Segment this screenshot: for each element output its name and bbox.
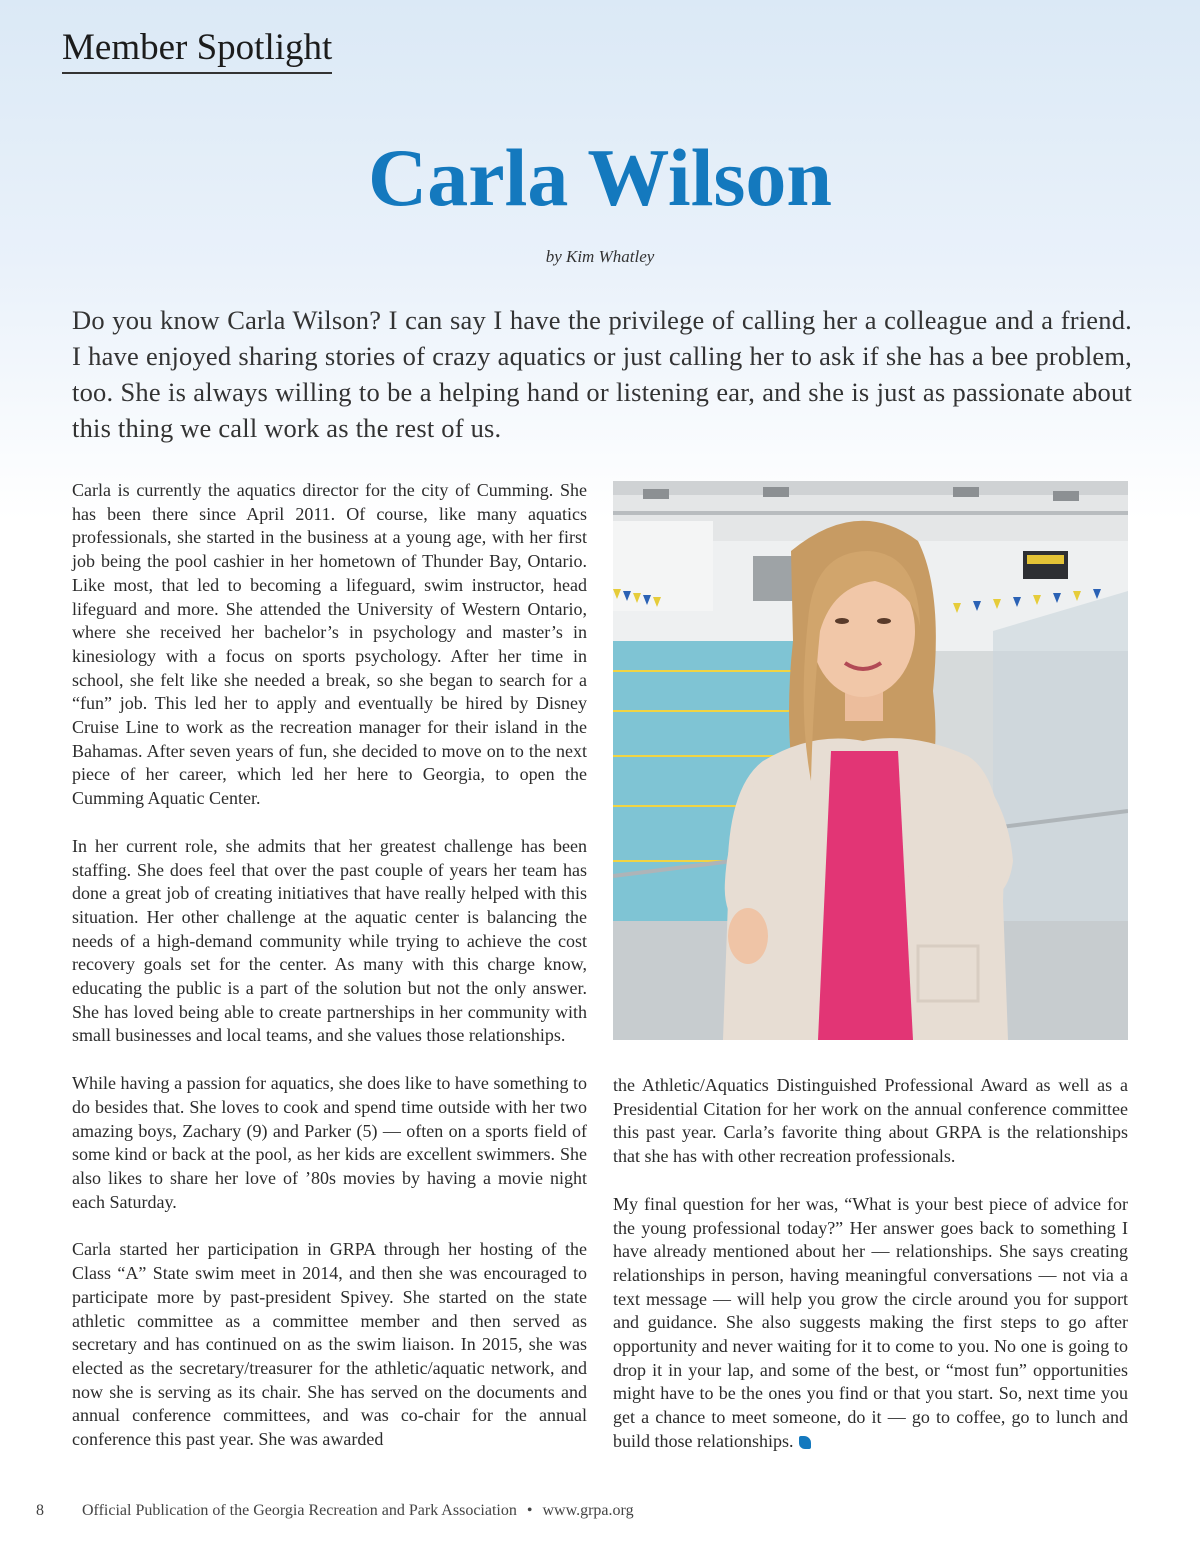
section-label: Member Spotlight (62, 26, 332, 74)
publication-url[interactable]: www.grpa.org (542, 1502, 634, 1519)
article-intro: Do you know Carla Wilson? I can say I have the privilege of calling her a colleague and a friend. I have enjoyed sharing stories of crazy aquatics or just calling her to ask if she has a bee problem, too. She is always willing to be a helping hand or listening ear, and she is just as passionate about this thing we call work as the rest of us. (72, 305, 1132, 443)
page-footer (36, 1502, 1166, 1520)
footer-separator: • (526, 1502, 533, 1519)
end-of-article-icon (799, 1436, 811, 1449)
body-paragraph: Carla started her participation in GRPA through her hosting of the Class “A” State swim meet in 2014, and then she was encouraged to participate more by past-president Spivey. She started on the state athletic committee as a committee member and then served as secretary and has continued on as the swim liaison. In 2015, she was elected as the secretary/treasurer for the athletic/aquatic network, and now she is serving as its chair. She has served on the documents and annual conference committees, and was co-chair for the annual conference this past year. She was awarded (72, 1239, 587, 1450)
body-paragraph (613, 1193, 1128, 1454)
closing-paragraph-text: My final question for her was, “What is your best piece of advice for the young professional today?” Her answer goes back to something I have already mentioned about her — relationships. She says creating relationships in person, having meaningful conversations — not via a text message — will help you grow the circle around you for support and guidance. She also suggests making the first steps to go after opportunity and never waiting for it to come to you. No one is going to drop it in your lap, and some of the best, or “most fun” opportunities might have to be the ones you find or that you start. So, next time you get a chance to meet someone, do it — go to coffee, go to lunch and build those relationships. (613, 1193, 1128, 1451)
portrait-photo (613, 481, 1128, 1040)
body-paragraph: In her current role, she admits that her greatest challenge has been staffing. She does feel that over the past couple of years her team has done a great job of creating initiatives that have really helped with this situation. Her other challenge at the aquatic center is balancing the needs of a high-demand community while trying to achieve the cost recovery goals set for the center. As many with this charge know, educating the public is a part of the solution but not the only answer. She has loved being able to create partnerships in her community with small businesses and local teams, and she values those relationships. (72, 835, 587, 1046)
page-number: 8 (36, 1502, 44, 1519)
article-title: Carla Wilson (367, 132, 832, 223)
left-column (72, 479, 587, 1476)
body-paragraph: While having a passion for aquatics, she does like to have something to do besides that. She loves to cook and spend time outside with her two amazing boys, Zachary (9) and Parker (5) — often on a sports field of some kind or back at the pool, as her kids are excellent swimmers. She also likes to share her love of ’80s movies by having a movie night each Saturday. (72, 1073, 587, 1212)
publication-name: Official Publication of the Georgia Recreation and Park Association (82, 1502, 517, 1519)
portrait-illustration (613, 481, 1128, 1040)
right-column (613, 1074, 1128, 1454)
article-byline: by Kim Whatley (545, 247, 655, 266)
body-paragraph: the Athletic/Aquatics Distinguished Professional Award as well as a Presidential Citation for her work on the annual conference committee this past year. Carla’s favorite thing about GRPA is the relationships that she has with other recreation professionals. (613, 1075, 1128, 1167)
body-paragraph: Carla is currently the aquatics director for the city of Cumming. She has been there since April 2011. Of course, like many aquatics professionals, she started in the business at a young age, with her first job being the pool cashier in her hometown of Thunder Bay, Ontario. Like most, that led to becoming a lifeguard, swim instructor, head lifeguard and more. She attended the University of Western Ontario, where she received her bachelor’s in psychology and master’s in kinesiology with a focus on sports psychology. After her time in school, she felt like she needed a break, so she began to search for a “fun” job. This led her to apply and eventually be hired by Disney Cruise Line to work as the recreation manager for their island in the Bahamas. After seven years of fun, she decided to move on to the next piece of her career, which led her here to Georgia, to open the Cumming Aquatic Center. (72, 480, 587, 809)
